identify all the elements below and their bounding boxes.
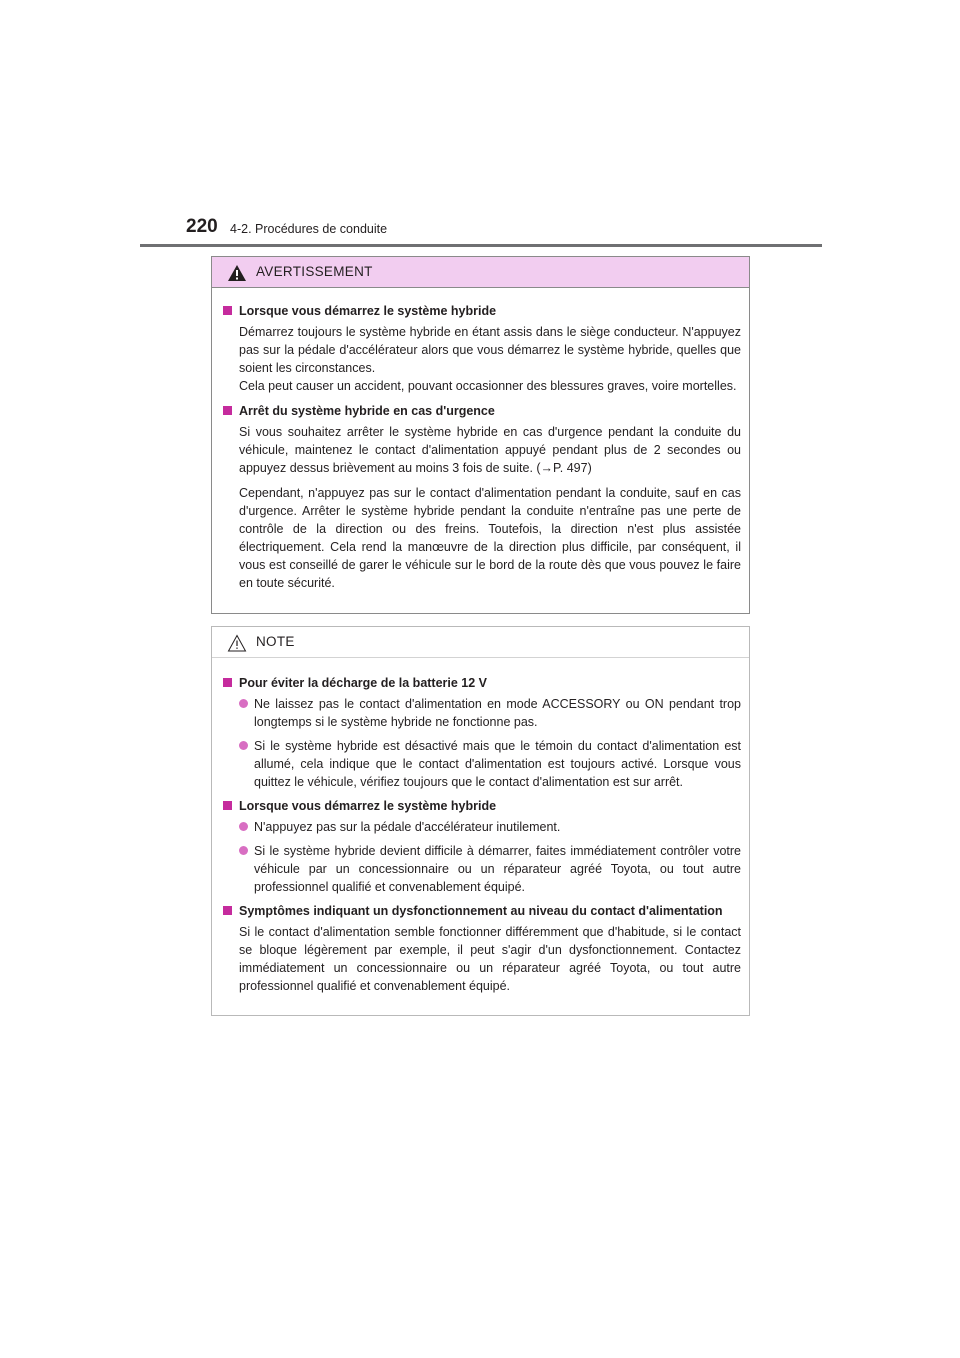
note-heading: Pour éviter la décharge de la batterie 12 V bbox=[222, 674, 741, 692]
note-heading: Lorsque vous démarrez le système hybride bbox=[222, 797, 741, 815]
note-body bbox=[212, 658, 749, 995]
header-rule bbox=[140, 244, 822, 247]
round-bullet-icon bbox=[239, 822, 248, 831]
section-title: 4-2. Procédures de conduite bbox=[230, 222, 388, 236]
note-bullet-item: Ne laissez pas le contact d'alimentation en mode ACCESSORY ou ON pendant trop longtemps si le système hybride ne fonctionne pas. bbox=[222, 695, 741, 731]
note-title: NOTE bbox=[256, 634, 295, 649]
note-bullet-item: Si le système hybride est désactivé mais que le témoin du contact d'alimentation est allumé, cela indique que le contact d'alimentation est toujours activé. Lorsque vous quittez le véhicule, vérifiez toujours que le contact d'alimentation est sur arrêt. bbox=[222, 737, 741, 791]
warning-heading: Arrêt du système hybride en cas d'urgence bbox=[222, 402, 741, 420]
warning-paragraph: Démarrez toujours le système hybride en étant assis dans le siège conducteur. N'appuyez pas sur la pédale d'accélérateur alors que vous démarrez le système hybride, quelles que soient les circonstances. bbox=[239, 325, 741, 375]
warning-paragraph: Si vous souhaitez arrêter le système hybride en cas d'urgence pendant la conduite du véhicule, maintenez le contact d'alimentation appuyé pendant plus de 2 secondes ou appuyez dessus brièvement au moins 3 fois de suite. (→P. 497) bbox=[239, 425, 741, 475]
warning-heading: Lorsque vous démarrez le système hybride bbox=[222, 302, 741, 320]
square-bullet-icon bbox=[223, 906, 232, 915]
page-header bbox=[186, 216, 826, 246]
round-bullet-icon bbox=[239, 846, 248, 855]
warning-box-header bbox=[212, 257, 749, 288]
note-box bbox=[211, 626, 750, 1016]
square-bullet-icon bbox=[223, 801, 232, 810]
warning-box bbox=[211, 256, 750, 614]
square-bullet-icon bbox=[223, 678, 232, 687]
warning-paragraph: Cela peut causer un accident, pouvant occasionner des blessures graves, voire mortelles. bbox=[239, 379, 737, 393]
square-bullet-icon bbox=[223, 306, 232, 315]
page-number: 220 bbox=[186, 216, 218, 237]
round-bullet-icon bbox=[239, 699, 248, 708]
note-bullet-item: N'appuyez pas sur la pédale d'accélérateur inutilement. bbox=[222, 818, 741, 836]
note-heading: Symptômes indiquant un dysfonctionnement au niveau du contact d'alimentation bbox=[222, 902, 741, 920]
warning-triangle-icon bbox=[227, 264, 247, 282]
note-box-header bbox=[212, 627, 749, 658]
square-bullet-icon bbox=[223, 406, 232, 415]
caution-triangle-outline-icon bbox=[227, 634, 247, 652]
round-bullet-icon bbox=[239, 741, 248, 750]
warning-title: AVERTISSEMENT bbox=[256, 264, 373, 279]
warning-paragraph: Cependant, n'appuyez pas sur le contact d'alimentation pendant la conduite, sauf en cas d'urgence. Arrêter le système hybride pendant la conduite n'entraîne pas une perte de contrôle de la direction ou des freins. Toutefois, la direction n'est plus assistée électriquement. Cela rend la manœuvre de la direction plus difficile, par conséquent, il vous est conseillé de garer le véhicule sur le bord de la route dès que vous pouvez le faire en toute sécurité. bbox=[239, 486, 741, 590]
warning-body bbox=[212, 288, 749, 592]
note-bullet-item: Si le système hybride devient difficile à démarrer, faites immédiatement contrôler votre véhicule par un concessionnaire ou un réparateur agréé Toyota, ou tout autre professionnel qualifié et convenablement équipé. bbox=[222, 842, 741, 896]
note-paragraph: Si le contact d'alimentation semble fonctionner différemment que d'habitude, si le contact se bloque légèrement par exemple, il peut s'agir d'un dysfonctionnement. Contactez immédiatement un concessionnaire ou un réparateur agréé Toyota, ou tout autre professionnel qualifié et convenablement équipé. bbox=[239, 925, 741, 993]
